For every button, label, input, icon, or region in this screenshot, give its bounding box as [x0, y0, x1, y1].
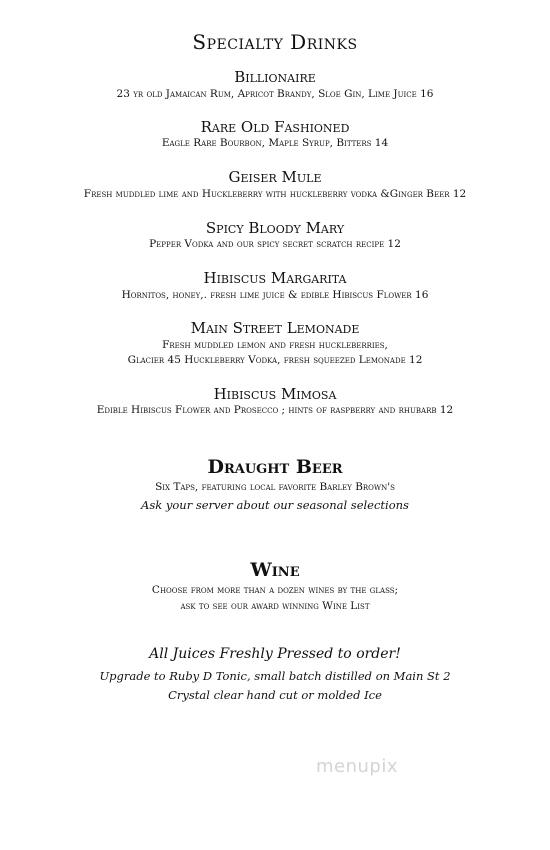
- draught-beer-line2: Ask your server about our seasonal selections: [141, 498, 409, 512]
- footer-tonic-line: Upgrade to Ruby D Tonic, small batch distilled on Main St 2: [99, 669, 451, 683]
- drink-desc-main-street-lemonade: Fresh muddled lemon and fresh huckleberries,: [162, 339, 388, 351]
- footer-ice-line: Crystal clear hand cut or molded Ice: [168, 688, 382, 702]
- footer-juices-line: All Juices Freshly Pressed to order!: [149, 646, 401, 662]
- drink-desc-geiser-mule: Fresh muddled lime and Huckleberry with huckleberry vodka &Ginger Beer 12: [83, 188, 467, 200]
- drink-name-main-street-lemonade: Main Street Lemonade: [190, 319, 360, 337]
- drink-desc-rare-old-fashioned: Eagle Rare Bourbon, Maple Syrup, Bitters 14: [161, 137, 389, 149]
- wine-line2: ask to see our award winning Wine List: [180, 600, 370, 612]
- specialty-drinks-title: Specialty Drinks: [192, 30, 358, 54]
- wine-line1: Choose from more than a dozen wines by the glass;: [151, 584, 399, 596]
- draught-beer-line1: Six Taps, featuring local favorite Barley Brown's: [155, 481, 395, 493]
- drink-desc-hibiscus-mimosa: Edible Hibiscus Flower and Prosecco ; hints of raspberry and rhubarb 12: [96, 404, 454, 416]
- drink-name-rare-old-fashioned: Rare Old Fashioned: [200, 118, 350, 136]
- drink-name-geiser-mule: Geiser Mule: [228, 168, 322, 186]
- wine-title: Wine: [250, 559, 300, 581]
- drink-desc-spicy-bloody-mary: Pepper Vodka and our spicy secret scratch recipe 12: [149, 238, 401, 250]
- drink-name-hibiscus-margarita: Hibiscus Margarita: [203, 269, 347, 287]
- draught-beer-title: Draught Beer: [207, 456, 343, 478]
- drink-name-hibiscus-mimosa: Hibiscus Mimosa: [213, 385, 337, 403]
- drink-desc-hibiscus-margarita: Hornitos, honey,. fresh lime juice & edible Hibiscus Flower 16: [121, 289, 429, 301]
- drink-desc-main-street-lemonade-2: Glacier 45 Huckleberry Vodka, fresh squeezed Lemonade 12: [127, 354, 423, 366]
- menupix-watermark: menupix: [316, 756, 399, 777]
- drink-name-spicy-bloody-mary: Spicy Bloody Mary: [205, 219, 345, 237]
- drink-desc-billionaire: 23 yr old Jamaican Rum, Apricot Brandy, Sloe Gin, Lime Juice 16: [116, 88, 434, 100]
- drink-name-billionaire: Billionaire: [234, 68, 316, 86]
